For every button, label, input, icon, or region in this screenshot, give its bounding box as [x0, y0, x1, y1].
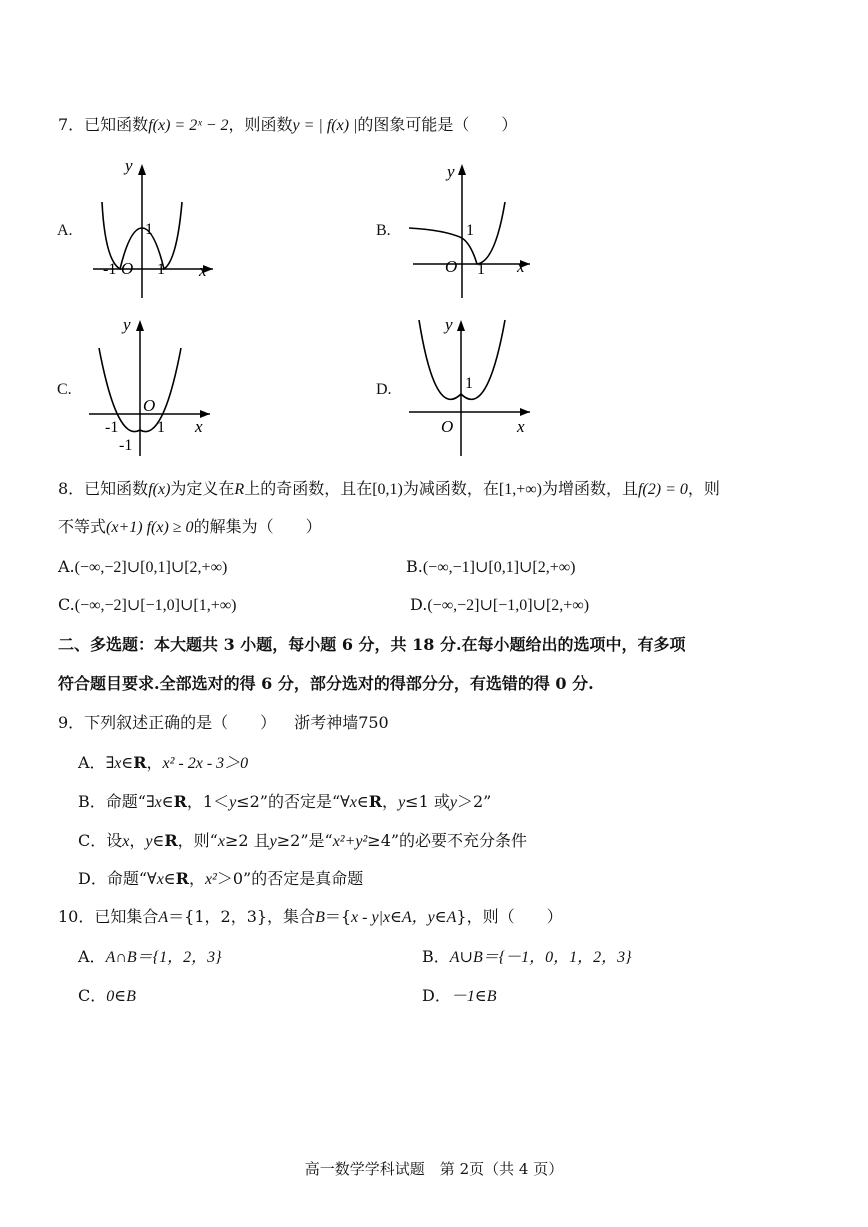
origin-label: O	[143, 396, 156, 415]
q9-option-c: C．设x，y∈R，则“x≥2 且y≥2”是“x²+y²≥4”的必要不充分条件	[78, 831, 528, 850]
q8-option-b: B.(−∞,−1]∪[0,1]∪[2,+∞)	[406, 557, 576, 576]
q10-option-a: A．A∩B＝{1，2，3}	[78, 947, 222, 966]
x-axis-label: x	[199, 261, 207, 280]
origin-label: O	[441, 417, 454, 436]
tick-1: 1	[157, 419, 165, 436]
graph-curve	[409, 202, 505, 264]
graph-curve	[419, 320, 505, 399]
tick-y1: 1	[465, 375, 473, 392]
q9-option-d: D．命题“∀x∈R，x²＞0”的否定是真命题	[78, 869, 364, 888]
tick-y1: 1	[145, 221, 153, 238]
tick-neg1: -1	[103, 261, 117, 278]
tick-y1: 1	[466, 222, 474, 239]
q7-func-def: f(x) = 2ˣ − 2	[148, 117, 229, 134]
y-axis-label: y	[447, 162, 455, 181]
q10-option-b: B．A∪B＝{－1，0，1，2，3}	[422, 947, 632, 966]
q7-func-abs: y = | f(x) |	[292, 117, 358, 134]
x-axis-label: x	[517, 417, 525, 436]
y-axis-arrow-icon	[138, 164, 146, 175]
q8-option-d: D.(−∞,−2]∪[−1,0]∪[2,+∞)	[410, 595, 590, 614]
y-axis-arrow-icon	[136, 320, 144, 331]
q7-option-c-label: C.	[57, 381, 72, 398]
origin-label: O	[121, 259, 134, 278]
y-axis-arrow-icon	[457, 320, 465, 331]
section2-heading-line2: 符合题目要求.全部选对的得 6 分，部分选对的得部分分，有选错的得 0 分.	[58, 674, 594, 693]
q7-graph-c	[85, 308, 225, 463]
q7-graph-d	[405, 308, 545, 463]
q7-option-a-label: A.	[57, 222, 73, 239]
x-axis-label: x	[517, 257, 525, 276]
q9-stem: 9．下列叙述正确的是（ ） 浙考神墙750	[58, 713, 389, 732]
q8-option-a: A.(−∞,−2]∪[0,1]∪[2,+∞)	[58, 557, 228, 576]
y-axis-label: y	[445, 315, 453, 334]
y-axis-label: y	[125, 156, 133, 175]
watermark: 浙考神墙750	[294, 713, 389, 732]
q8-stem-line2: 不等式(x+1) f(x) ≥ 0的解集为（ ）	[58, 517, 322, 536]
y-axis-label: y	[123, 315, 131, 334]
q8-option-c: C.(−∞,−2]∪[−1,0]∪[1,+∞)	[58, 595, 237, 614]
q7-option-b-label: B.	[376, 222, 391, 239]
q7-graph-b	[405, 150, 545, 305]
section2-heading-line1: 二、多选题：本大题共 3 小题，每小题 6 分，共 18 分.在每小题给出的选项中，有多项	[58, 635, 686, 654]
x-axis-arrow-icon	[520, 408, 530, 416]
x-axis-label: x	[195, 417, 203, 436]
q7-stem: 7．已知函数f(x) = 2ˣ − 2，则函数y = | f(x) |的图象可能是（ ）	[58, 115, 518, 134]
tick-neg1: -1	[105, 419, 119, 436]
q10-stem: 10．已知集合A＝{1，2，3}，集合B＝{x - y|x∈A，y∈A}，则（ ）	[58, 907, 563, 926]
tick-1: 1	[157, 261, 165, 278]
page-footer: 高一数学学科试题 第 2页（共 4 页）	[304, 1160, 564, 1178]
y-axis-arrow-icon	[458, 164, 466, 175]
q8-stem-line1: 8．已知函数f(x)为定义在R上的奇函数，且在[0,1)为减函数，在[1,+∞)为增函数，且f(2) = 0，则	[58, 479, 720, 498]
q10-option-c: C．0∈B	[78, 986, 136, 1005]
q7-graph-a	[85, 150, 225, 305]
origin-label: O	[445, 257, 458, 276]
q7-option-d-label: D.	[376, 381, 392, 398]
q9-option-b: B．命题“∃x∈R，1＜y≤2”的否定是“∀x∈R，y≤1 或y＞2”	[78, 792, 492, 811]
tick-yneg1: -1	[119, 437, 133, 454]
tick-1: 1	[477, 261, 485, 278]
q9-option-a: A．∃x∈R，x² - 2x - 3＞0	[78, 753, 249, 772]
q10-option-d: D．－1∈B	[422, 986, 497, 1005]
